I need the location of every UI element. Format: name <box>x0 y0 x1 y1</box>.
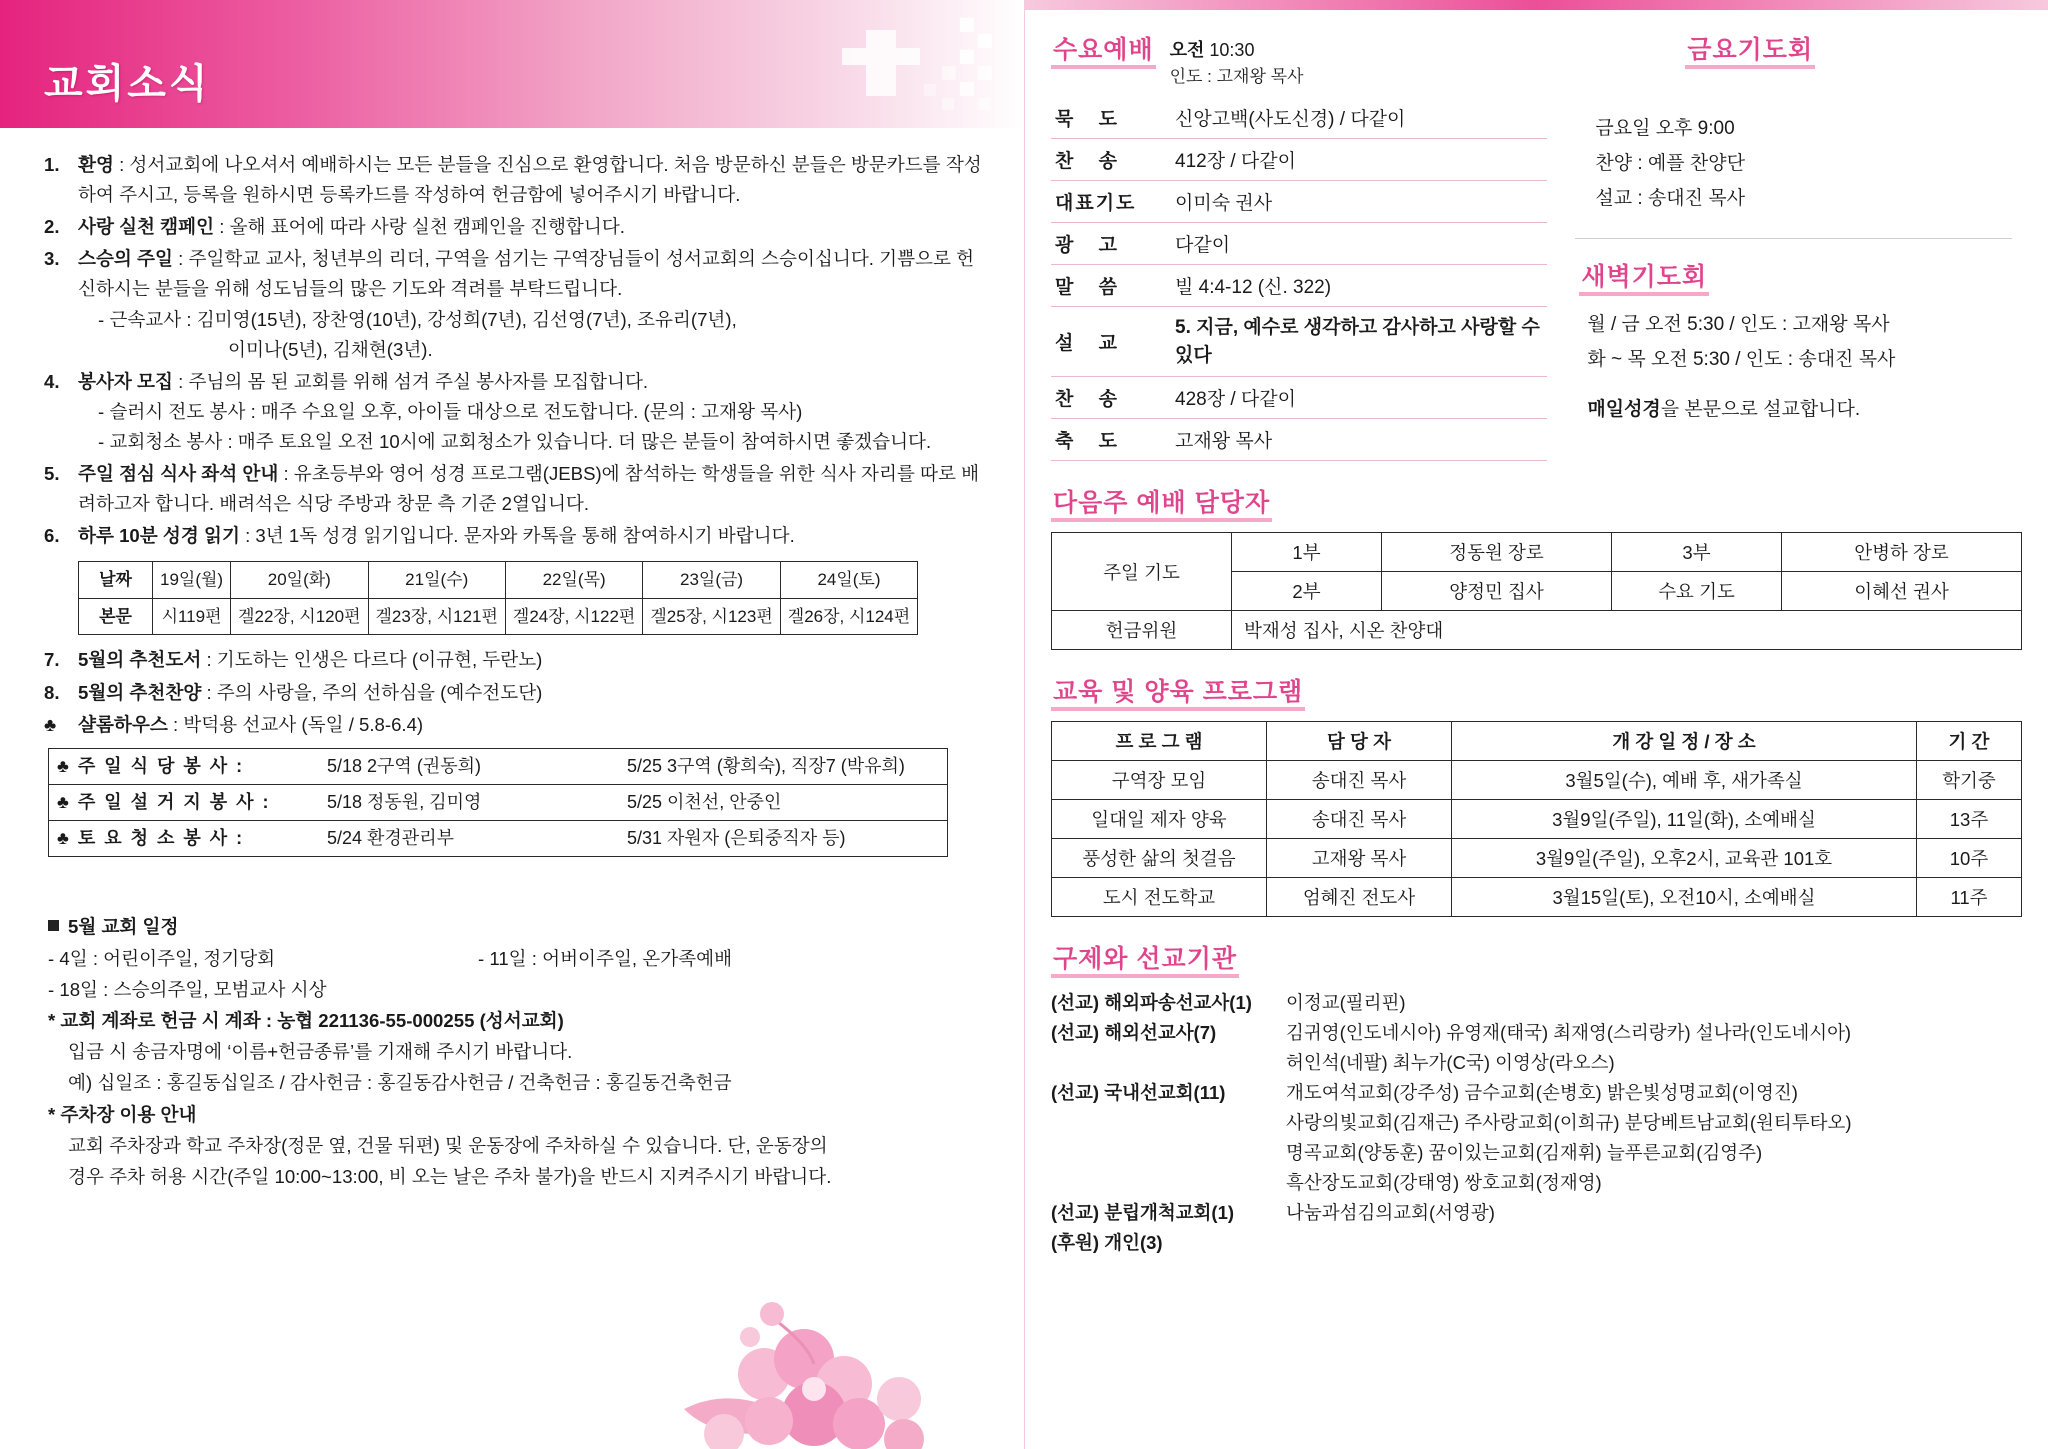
table-cell: 22일(목) <box>505 562 642 599</box>
right-page <box>1024 0 2048 1449</box>
program-duration: 10주 <box>1917 839 2022 878</box>
table-row <box>1052 800 2022 839</box>
notice-title: 5월의 추천찬양 <box>78 681 202 703</box>
account-line: 입금 시 송금자명에 ‘이름+헌금종류’를 기재해 주시기 바랍니다. <box>68 1041 573 1063</box>
notice-body: : 주의 사랑을, 주의 선하심을 (예수전도단) <box>201 681 543 703</box>
list-number: 3. <box>44 248 60 270</box>
notice-body: : 유초등부와 영어 성경 프로그램(JEBS)에 참석하는 학생들을 위한 식사 자리를 따로 배려하고자 합니다. 배려석은 식당 주방과 창문 측 기준 2열입니다. <box>78 463 980 515</box>
worship-order-table <box>1051 97 1547 461</box>
program-leader: 고재왕 목사 <box>1267 839 1452 878</box>
program-duration: 11주 <box>1917 878 2022 917</box>
order-key: 축 도 <box>1051 419 1171 461</box>
serve-label <box>57 824 327 853</box>
table-row <box>79 562 918 599</box>
notice-subline: 이미나(5년), 김채현(3년). <box>228 338 433 360</box>
mission-group <box>1051 1078 2022 1108</box>
left-content <box>0 128 1024 857</box>
time-value: 10:30 <box>1209 40 1255 60</box>
wednesday-service-block <box>1051 30 1547 461</box>
clover-icon: ♣ <box>57 828 71 849</box>
parking-title: * 주차장 이용 안내 <box>48 1103 197 1125</box>
list-number: 1. <box>44 154 60 175</box>
order-value: 고재왕 목사 <box>1171 419 1547 461</box>
slot-wed: 수요 기도 <box>1612 572 1782 611</box>
order-key: 대표기도 <box>1051 181 1171 223</box>
notice-body: : 주님의 몸 된 교회를 위해 섬겨 주실 봉사자를 모집합니다. <box>172 370 649 392</box>
table-cell: 겔23장, 시121편 <box>368 598 505 635</box>
list-number: 4. <box>44 370 60 392</box>
mission-tag: (선교) 해외선교사(7) <box>1051 1022 1217 1044</box>
list-item <box>38 367 986 457</box>
wednesday-header <box>1051 30 1547 87</box>
serve-date-1: 5/18 2구역 (권동희) <box>327 755 481 776</box>
mission-group <box>1051 1198 2022 1228</box>
row-header: 날짜 <box>79 562 153 599</box>
mission-tag: (선교) 국내선교회(11) <box>1051 1082 1226 1103</box>
person-2: 양정민 집사 <box>1382 572 1612 611</box>
monthly-schedule-block <box>48 911 1024 1192</box>
table-cell: 시119편 <box>153 598 231 635</box>
missions-section <box>1051 939 2022 1258</box>
volunteer-schedule-table <box>48 748 948 857</box>
offering-label: 헌금위원 <box>1052 611 1232 650</box>
list-number: 5. <box>44 463 60 485</box>
notice-title: 샬롬하우스 <box>78 713 168 735</box>
schedule-right: - 11일 : 어버이주일, 온가족예배 <box>478 947 733 969</box>
serve-label-text: 주 일 설 거 지 봉 사 : <box>77 791 271 812</box>
program-schedule: 3월9일(주일), 11일(화), 소예배실 <box>1452 800 1917 839</box>
clover-icon: ♣ <box>57 755 71 776</box>
church-news-banner <box>0 0 1024 128</box>
table-cell: 19일(월) <box>153 562 231 599</box>
person-3: 안병하 장로 <box>1782 533 2022 572</box>
program-schedule: 3월9일(주일), 오후2시, 교육관 101호 <box>1452 839 1917 878</box>
table-row <box>79 598 918 635</box>
list-number: 8. <box>44 681 60 703</box>
order-key: 찬 송 <box>1051 139 1171 181</box>
table-row <box>49 821 947 856</box>
cherry-blossom-decoration <box>654 1159 954 1449</box>
education-table <box>1051 721 2022 917</box>
program-leader: 엄혜진 전도사 <box>1267 878 1452 917</box>
program-leader: 송대진 목사 <box>1267 761 1452 800</box>
mission-tag: (선교) 해외파송선교사(1) <box>1051 992 1252 1014</box>
notice-subline: - 교회청소 봉사 : 매주 토요일 오전 10시에 교회청소가 있습니다. 더 많은 분들이 참여하시면 좋겠습니다. <box>98 430 932 452</box>
schedule-line <box>48 943 1024 974</box>
order-key: 찬 송 <box>1051 377 1171 419</box>
sermon-title: 5. 지금, 예수로 생각하고 감사하고 사랑할 수 있다 <box>1171 307 1547 377</box>
col-schedule: 개 강 일 정 / 장 소 <box>1452 722 1917 761</box>
dawn-note-rest: 을 본문으로 설교합니다. <box>1660 398 1861 420</box>
mission-tag: (후원) 개인(3) <box>1051 1231 1163 1253</box>
mission-value: 나눔과섬김의교회(서영광) <box>1286 1201 1495 1223</box>
program-schedule: 3월15일(토), 오전10시, 소예배실 <box>1452 878 1917 917</box>
table-row <box>1052 839 2022 878</box>
notice-body: : 3년 1독 성경 읽기입니다. 문자와 카톡을 통해 참여하시기 바랍니다. <box>239 525 795 547</box>
notice-title: 5월의 추천도서 <box>78 649 202 671</box>
prayer-meetings-block <box>1565 30 2022 461</box>
dawn-line: 화 ~ 목 오전 5:30 / 인도 : 송대진 목사 <box>1587 348 1896 370</box>
col-duration: 기 간 <box>1917 722 2022 761</box>
order-value: 이미숙 권사 <box>1171 181 1547 223</box>
program-name: 풍성한 삶의 첫걸음 <box>1052 839 1267 878</box>
parking-line: 경우 주차 허용 시간(주일 10:00~13:00, 비 오는 날은 주차 불가)을 반드시 지켜주시기 바랍니다. <box>68 1166 832 1188</box>
mission-group <box>1051 988 2022 1018</box>
order-key: 말 씀 <box>1051 265 1171 307</box>
table-row <box>1051 265 1547 307</box>
program-duration: 13주 <box>1917 800 2022 839</box>
education-heading: 교육 및 양육 프로그램 <box>1051 672 1305 711</box>
missions-list <box>1051 988 2022 1258</box>
offering-value: 박재성 집사, 시온 찬양대 <box>1232 611 2022 650</box>
program-name: 일대일 제자 양육 <box>1052 800 1267 839</box>
serve-label <box>57 788 327 817</box>
list-item <box>38 521 986 551</box>
friday-line: 찬양 : 예플 찬양단 <box>1595 153 1745 175</box>
table-row <box>1052 761 2022 800</box>
table-row <box>1051 139 1547 181</box>
serve-label <box>57 752 327 781</box>
notice-body: : 기도하는 인생은 다르다 (이규현, 두란노) <box>201 649 543 671</box>
friday-line: 금요일 오후 9:00 <box>1595 118 1735 139</box>
wednesday-leader: 인도 : 고재왕 목사 <box>1169 67 1304 86</box>
program-schedule: 3월5일(수), 예배 후, 새가족실 <box>1452 761 1917 800</box>
dawn-details <box>1565 296 2022 427</box>
friday-heading: 금요기도회 <box>1685 30 1815 69</box>
order-key: 설 교 <box>1051 307 1171 377</box>
table-row <box>1051 181 1547 223</box>
notice-title: 사랑 실천 캠페인 <box>78 216 215 238</box>
table-cell: 21일(수) <box>368 562 505 599</box>
mission-value-cont: 허인석(네팔) 최누가(C국) 이영상(라오스) <box>1286 1052 1615 1074</box>
table-row <box>1051 307 1547 377</box>
notice-body: : 올해 표어에 따라 사랑 실천 캠페인을 진행합니다. <box>214 216 625 238</box>
missions-heading: 구제와 선교기관 <box>1051 939 1239 978</box>
wednesday-heading: 수요예배 <box>1051 30 1156 69</box>
order-key: 묵 도 <box>1051 97 1171 139</box>
mission-value-cont: 사랑의빛교회(김재근) 주사랑교회(이희규) 분당베트남교회(원티투타오) <box>1286 1111 1852 1133</box>
table-row <box>1051 223 1547 265</box>
mission-value <box>1286 1228 2022 1258</box>
cross-icon <box>866 30 896 96</box>
serve-date-1: 5/24 환경관리부 <box>327 828 454 849</box>
notice-title: 스승의 주일 <box>78 248 173 270</box>
next-week-heading: 다음주 예배 담당자 <box>1051 483 1272 522</box>
serve-label-text: 주 일 식 당 봉 사 : <box>77 755 245 776</box>
table-header-row <box>1052 722 2022 761</box>
serve-date-2: 5/31 자원자 (은퇴중직자 등) <box>627 828 846 849</box>
person-1: 정동원 장로 <box>1382 533 1612 572</box>
next-week-table <box>1051 532 2022 650</box>
notice-list <box>38 150 986 551</box>
mission-value: 김귀영(인도네시아) 유영재(태국) 최재영(스리랑카) 설나라(인도네시아) <box>1286 1022 1852 1044</box>
square-bullet-icon <box>48 920 59 931</box>
notice-title: 주일 점심 식사 좌석 안내 <box>78 463 279 485</box>
list-item <box>38 645 986 675</box>
table-cell: 20일(화) <box>231 562 368 599</box>
notice-body: : 주일학교 교사, 청년부의 리더, 구역을 섬기는 구역장님들이 성서교회의 스승이십니다. 기쁨으로 헌신하시는 분들을 위해 성도님들의 많은 기도와 격려를 부탁드립니다. <box>78 248 975 300</box>
schedule-left: - 4일 : 어린이주일, 정기당회 <box>48 947 276 969</box>
dawn-note-bold: 매일성경 <box>1587 398 1661 420</box>
table-row <box>49 785 947 821</box>
notice-subline: - 슬러시 전도 봉사 : 매주 수요일 오후, 아이들 대상으로 전도합니다. (문의 : 고재왕 목사) <box>98 400 803 422</box>
order-value: 412장 / 다같이 <box>1171 139 1547 181</box>
parking-line: 교회 주차장과 학교 주차장(정문 옆, 건물 뒤편) 및 운동장에 주차하실 수 있습니다. 단, 운동장의 <box>68 1134 828 1156</box>
list-item <box>38 459 986 519</box>
table-cell: 겔22장, 시120편 <box>231 598 368 635</box>
order-key: 광 고 <box>1051 223 1171 265</box>
dawn-heading-wrap <box>1565 257 2022 296</box>
list-number: 2. <box>44 216 60 238</box>
order-value: 신앙고백(사도신경) / 다같이 <box>1171 97 1547 139</box>
serve-date-2: 5/25 3구역 (황희숙), 직장7 (박유희) <box>627 755 905 776</box>
notice-title: 봉사자 모집 <box>78 370 173 392</box>
prayer-label: 주일 기도 <box>1052 533 1232 611</box>
mission-value-cont: 명곡교회(양동훈) 꿈이있는교회(김재휘) 늘푸른교회(김영주) <box>1286 1141 1763 1163</box>
clover-icon: ♣ <box>57 791 71 812</box>
table-row <box>1052 533 2022 572</box>
account-line: 예) 십일조 : 홍길동십일조 / 감사헌금 : 홍길동감사헌금 / 건축헌금 : 홍길동건축헌금 <box>68 1072 732 1094</box>
table-cell: 겔26장, 시124편 <box>780 598 917 635</box>
schedule-left: - 18일 : 스승의주일, 모범교사 시상 <box>48 978 327 1000</box>
mission-value: 이정교(필리핀) <box>1286 992 1406 1014</box>
pixel-decoration <box>902 18 994 110</box>
col-leader: 담 당 자 <box>1267 722 1452 761</box>
education-section <box>1051 672 2022 917</box>
banner-title: 교회소식 <box>44 62 211 106</box>
mission-group <box>1051 1228 2022 1258</box>
table-cell: 겔25장, 시123편 <box>643 598 780 635</box>
bible-reading-table <box>78 561 918 635</box>
table-row <box>1051 419 1547 461</box>
mission-group <box>1051 1018 2022 1048</box>
dawn-note <box>1587 393 2008 427</box>
list-item <box>38 244 986 364</box>
friday-heading-wrap <box>1565 30 2022 69</box>
program-name: 도시 전도학교 <box>1052 878 1267 917</box>
table-row <box>49 749 947 785</box>
notice-title: 환영 <box>78 154 114 175</box>
next-week-section <box>1051 483 2022 650</box>
divider <box>1575 238 2012 239</box>
slot-1: 1부 <box>1232 533 1382 572</box>
program-duration: 학기중 <box>1917 761 2022 800</box>
table-row <box>1051 377 1547 419</box>
list-item <box>38 710 986 740</box>
clover-icon: ♣ <box>44 713 57 735</box>
table-cell: 겔24장, 시122편 <box>505 598 642 635</box>
notice-body: : 박덕용 선교사 (독일 / 5.8-6.4) <box>167 713 424 735</box>
person-wed: 이혜선 권사 <box>1782 572 2022 611</box>
mission-tag: (선교) 분립개척교회(1) <box>1051 1201 1235 1223</box>
list-number: 6. <box>44 525 60 547</box>
list-number: 7. <box>44 649 60 671</box>
mission-value: 개도여석교회(강주성) 금수교회(손병호) 밝은빛성명교회(이영진) <box>1286 1082 1798 1103</box>
time-label: 오전 <box>1169 40 1205 60</box>
col-program: 프 로 그 램 <box>1052 722 1267 761</box>
schedule-line <box>48 974 1024 1005</box>
table-cell: 24일(토) <box>780 562 917 599</box>
notice-body: : 성서교회에 나오셔서 예배하시는 모든 분들을 진심으로 환영합니다. 처음 방문하신 분들은 방문카드를 작성하여 주시고, 등록을 원하시면 등록카드를 작성하여 헌금함에 넣어주시기 바랍니다. <box>78 154 982 206</box>
order-value: 다같이 <box>1171 223 1547 265</box>
program-name: 구역장 모임 <box>1052 761 1267 800</box>
serve-date-2: 5/25 이천선, 안중인 <box>627 791 782 812</box>
serve-label-text: 토 요 청 소 봉 사 : <box>77 828 245 849</box>
schedule-heading <box>48 911 1024 942</box>
notice-title: 하루 10분 성경 읽기 <box>78 525 240 547</box>
row-header: 본문 <box>79 598 153 635</box>
order-value: 빌 4:4-12 (신. 322) <box>1171 265 1547 307</box>
table-row <box>1052 611 2022 650</box>
schedule-heading-text: 5월 교회 일정 <box>68 916 179 938</box>
account-title: * 교회 계좌로 헌금 시 계좌 : 농협 221136-55-000255 (성서교회) <box>48 1009 564 1031</box>
list-item <box>38 678 986 708</box>
list-item <box>38 150 986 210</box>
table-row <box>1052 878 2022 917</box>
dawn-line: 월 / 금 오전 5:30 / 인도 : 고재왕 목사 <box>1587 314 1890 336</box>
slot-3: 3부 <box>1612 533 1782 572</box>
table-row <box>1051 97 1547 139</box>
wednesday-time <box>1170 30 1304 87</box>
notice-list-2 <box>38 645 986 739</box>
friday-line: 설교 : 송대진 목사 <box>1595 188 1745 210</box>
program-leader: 송대진 목사 <box>1267 800 1452 839</box>
serve-date-1: 5/18 정동원, 김미영 <box>327 791 482 812</box>
order-value: 428장 / 다같이 <box>1171 377 1547 419</box>
slot-2: 2부 <box>1232 572 1382 611</box>
friday-details <box>1565 69 2022 216</box>
notice-subline: - 근속교사 : 김미영(15년), 장찬영(10년), 강성희(7년), 김선영(7년), 조유리(7년), <box>98 308 737 330</box>
services-columns <box>1051 0 2022 461</box>
table-cell: 23일(금) <box>643 562 780 599</box>
list-item <box>38 212 986 242</box>
dawn-heading: 새벽기도회 <box>1579 257 1709 296</box>
mission-value-cont: 흑산장도교회(강태영) 쌍호교회(정재영) <box>1286 1171 1602 1193</box>
